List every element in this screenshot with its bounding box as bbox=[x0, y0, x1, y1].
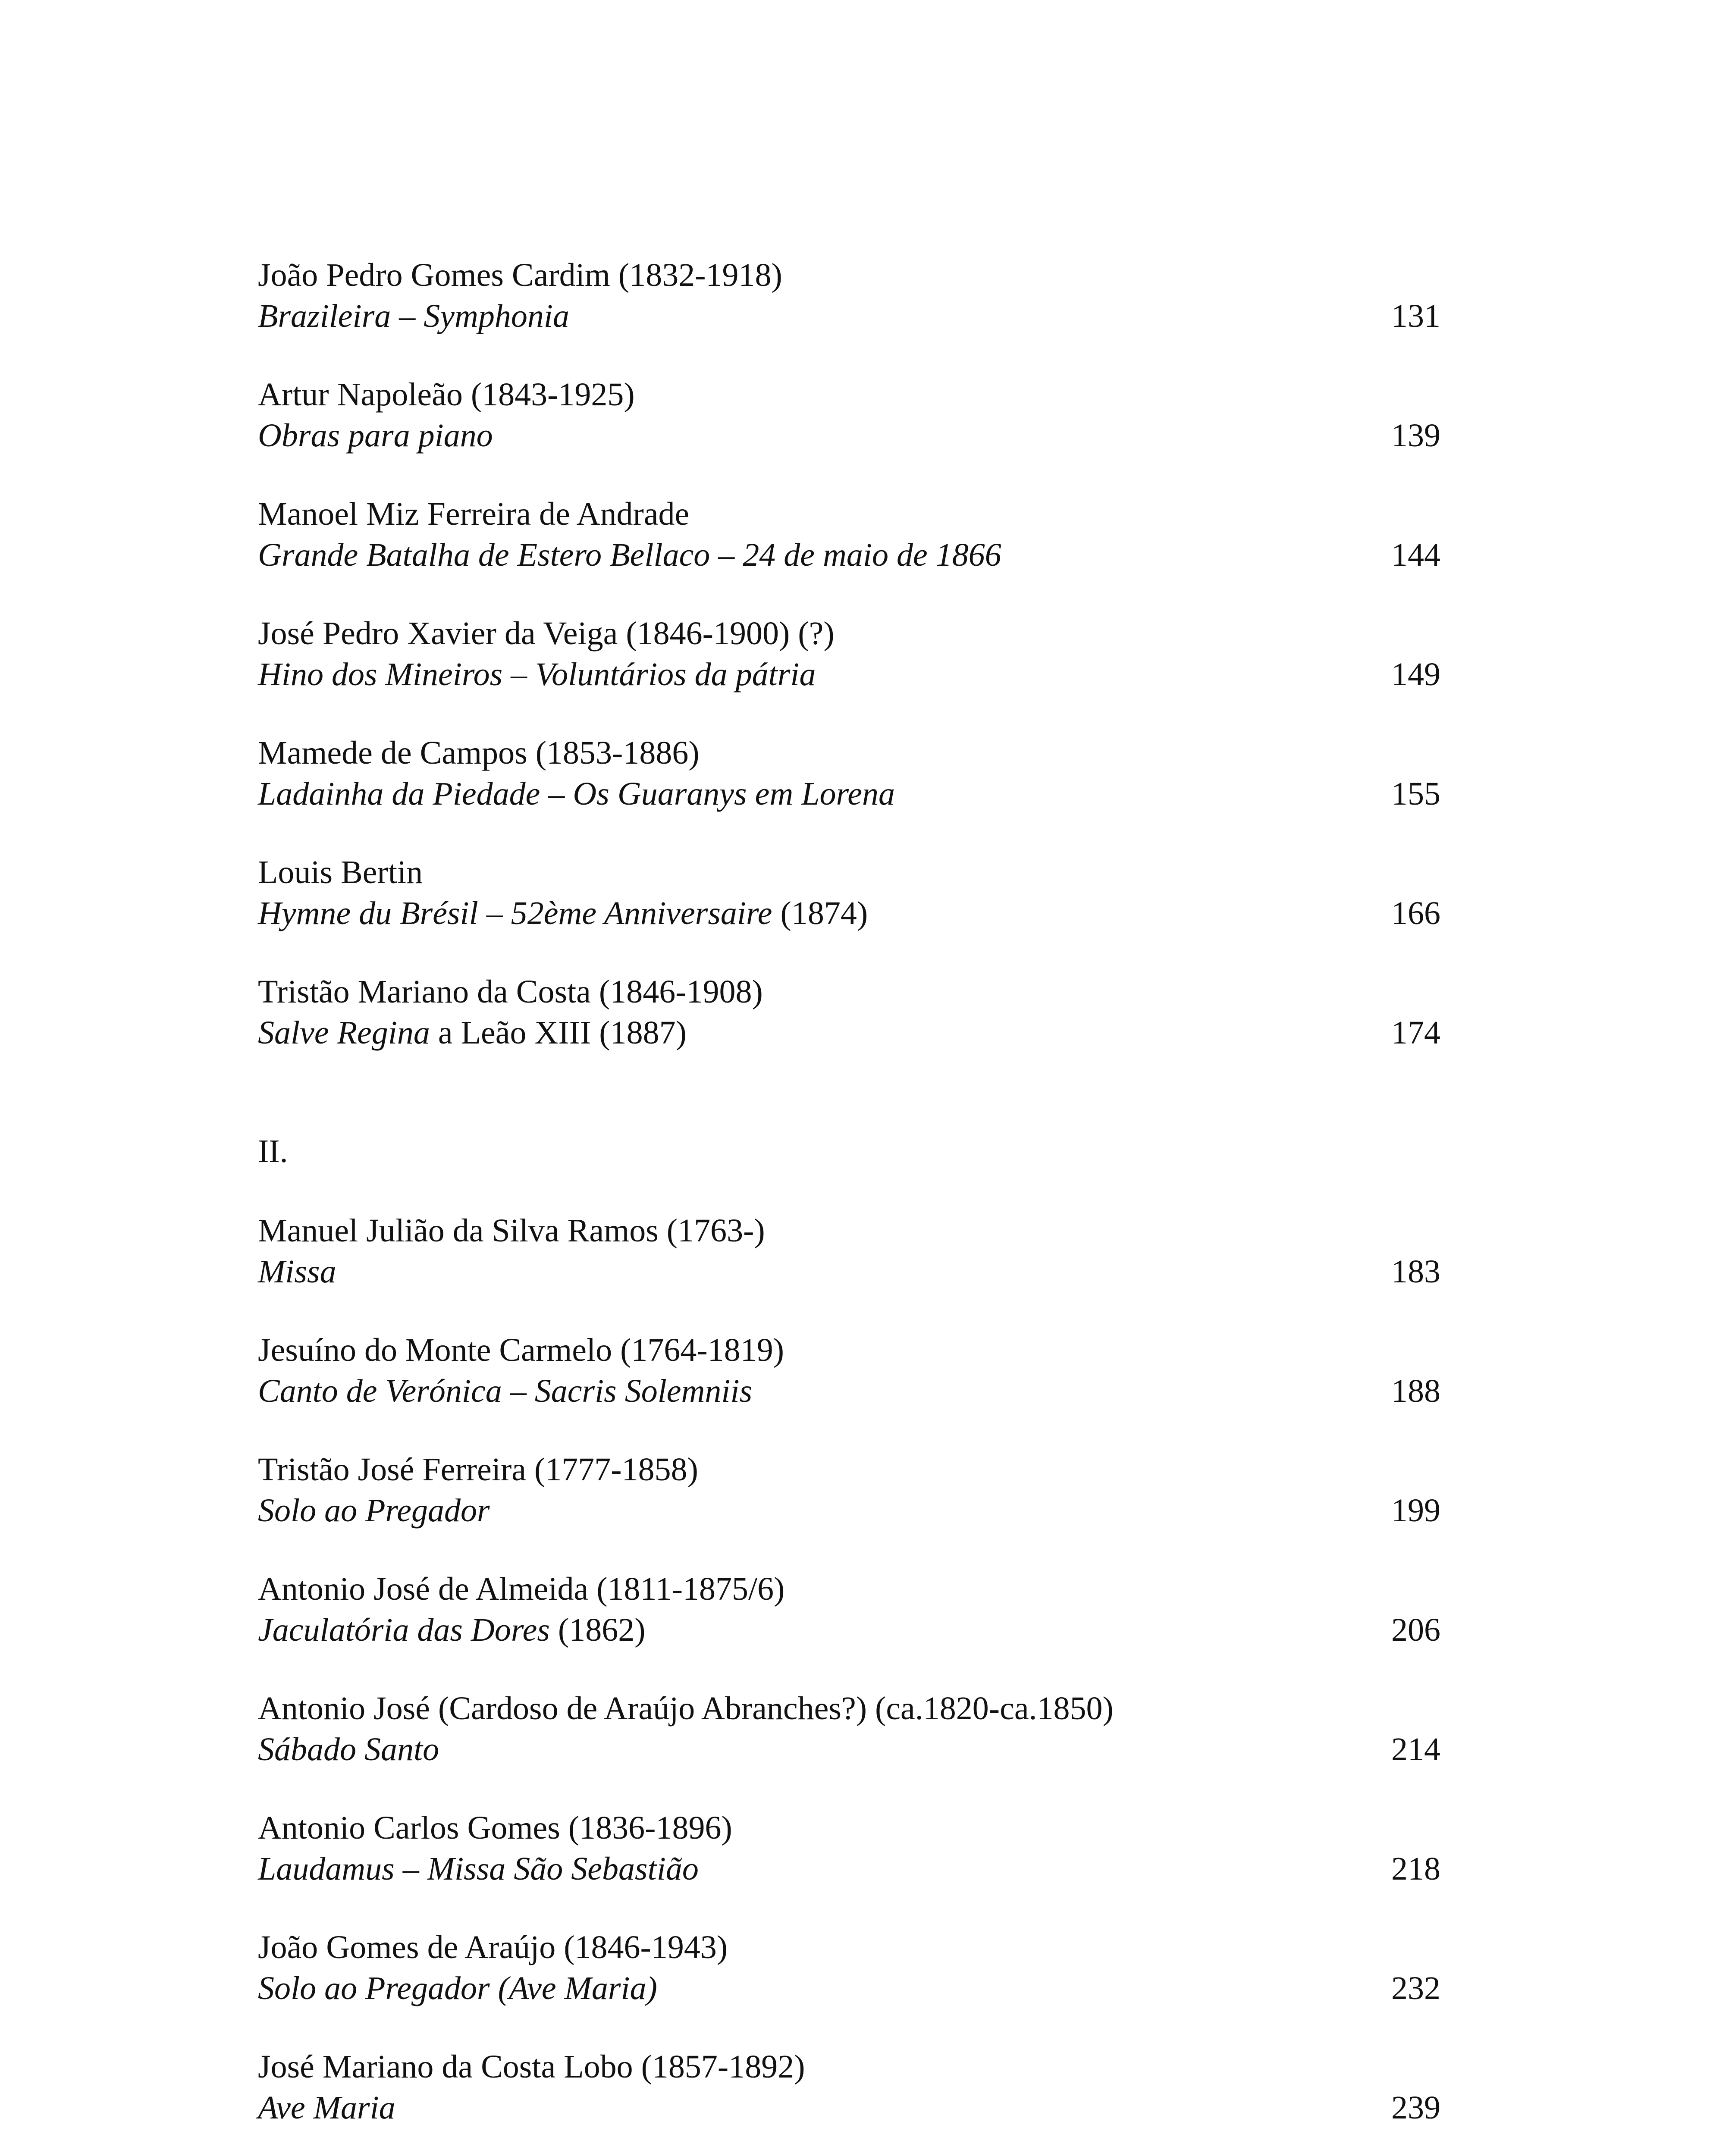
work-title bbox=[258, 658, 816, 691]
page-number: 218 bbox=[1391, 1851, 1440, 1887]
work-title-italic: Hymne du Brésil – 52ème Anniversaire bbox=[258, 895, 772, 931]
work-title-italic: Missa bbox=[258, 1253, 336, 1290]
composer-name: João Pedro Gomes Cardim (1832-1918) bbox=[258, 257, 782, 293]
page-number: 206 bbox=[1391, 1612, 1440, 1648]
composer-name: Jesuíno do Monte Carmelo (1764-1819) bbox=[258, 1332, 784, 1368]
work-title bbox=[258, 897, 868, 930]
work-title-italic: Hino dos Mineiros – Voluntários da pátria bbox=[258, 656, 816, 693]
composer-name: Antonio José (Cardoso de Araújo Abranches?) (ca.1820-ca.1850) bbox=[258, 1690, 1114, 1727]
work-title-italic: Solo ao Pregador bbox=[258, 1492, 490, 1529]
work-title bbox=[258, 1016, 687, 1049]
work-title bbox=[258, 1255, 336, 1288]
work-title bbox=[258, 1733, 439, 1766]
composer-name: João Gomes de Araújo (1846-1943) bbox=[258, 1929, 728, 1965]
composer-name: Artur Napoleão (1843-1925) bbox=[258, 376, 635, 413]
page-number: 139 bbox=[1391, 417, 1440, 454]
work-title bbox=[258, 1852, 699, 1885]
page-number: 174 bbox=[1391, 1015, 1440, 1051]
work-title-italic: Solo ao Pregador (Ave Maria) bbox=[258, 1970, 657, 2006]
work-title-italic: Laudamus – Missa São Sebastião bbox=[258, 1851, 699, 1887]
work-title bbox=[258, 1614, 646, 1646]
composer-name: Mamede de Campos (1853-1886) bbox=[258, 735, 700, 771]
composer-name: Manoel Miz Ferreira de Andrade bbox=[258, 496, 690, 532]
work-title bbox=[258, 419, 493, 452]
page-number: 144 bbox=[1391, 537, 1440, 573]
work-title-plain: (1862) bbox=[549, 1612, 646, 1648]
work-title-italic: Salve Regina bbox=[258, 1015, 430, 1051]
work-title bbox=[258, 1494, 490, 1527]
page-number: 232 bbox=[1391, 1970, 1440, 2006]
section-heading: II. bbox=[258, 1133, 288, 1169]
page-number: 149 bbox=[1391, 656, 1440, 693]
work-title-italic: Sábado Santo bbox=[258, 1731, 439, 1767]
composer-name: Tristão Mariano da Costa (1846-1908) bbox=[258, 974, 763, 1010]
page-number: 214 bbox=[1391, 1731, 1440, 1767]
page-number: 131 bbox=[1391, 298, 1440, 334]
work-title bbox=[258, 1375, 752, 1407]
work-title bbox=[258, 2091, 395, 2124]
composer-name: Manuel Julião da Silva Ramos (1763-) bbox=[258, 1213, 765, 1249]
work-title-italic: Grande Batalha de Estero Bellaco – 24 de maio de 1866 bbox=[258, 537, 1001, 573]
work-title-italic: Jaculatória das Dores bbox=[258, 1612, 550, 1648]
composer-name: José Mariano da Costa Lobo (1857-1892) bbox=[258, 2049, 805, 2085]
work-title-plain: (1874) bbox=[772, 895, 868, 931]
page-number: 183 bbox=[1391, 1253, 1440, 1290]
work-title bbox=[258, 1972, 657, 2005]
composer-name: Louis Bertin bbox=[258, 854, 423, 890]
work-title-italic: Obras para piano bbox=[258, 417, 493, 454]
work-title-italic: Brazileira – Symphonia bbox=[258, 298, 569, 334]
page-number: 239 bbox=[1391, 2090, 1440, 2126]
composer-name: José Pedro Xavier da Veiga (1846-1900) (?) bbox=[258, 615, 835, 652]
work-title-italic: Canto de Verónica – Sacris Solemniis bbox=[258, 1373, 753, 1409]
work-title bbox=[258, 300, 569, 332]
page-number: 166 bbox=[1391, 895, 1440, 931]
composer-name: Tristão José Ferreira (1777-1858) bbox=[258, 1451, 698, 1488]
composer-name: Antonio José de Almeida (1811-1875/6) bbox=[258, 1571, 785, 1607]
page-number: 199 bbox=[1391, 1492, 1440, 1529]
work-title-italic: Ladainha da Piedade – Os Guaranys em Lorena bbox=[258, 776, 895, 812]
page-number: 155 bbox=[1391, 776, 1440, 812]
work-title-plain: a Leão XIII (1887) bbox=[430, 1015, 687, 1051]
work-title-italic: Ave Maria bbox=[258, 2090, 395, 2126]
composer-name: Antonio Carlos Gomes (1836-1896) bbox=[258, 1810, 732, 1846]
work-title bbox=[258, 539, 1001, 571]
page-number: 188 bbox=[1391, 1373, 1440, 1409]
work-title bbox=[258, 777, 895, 810]
